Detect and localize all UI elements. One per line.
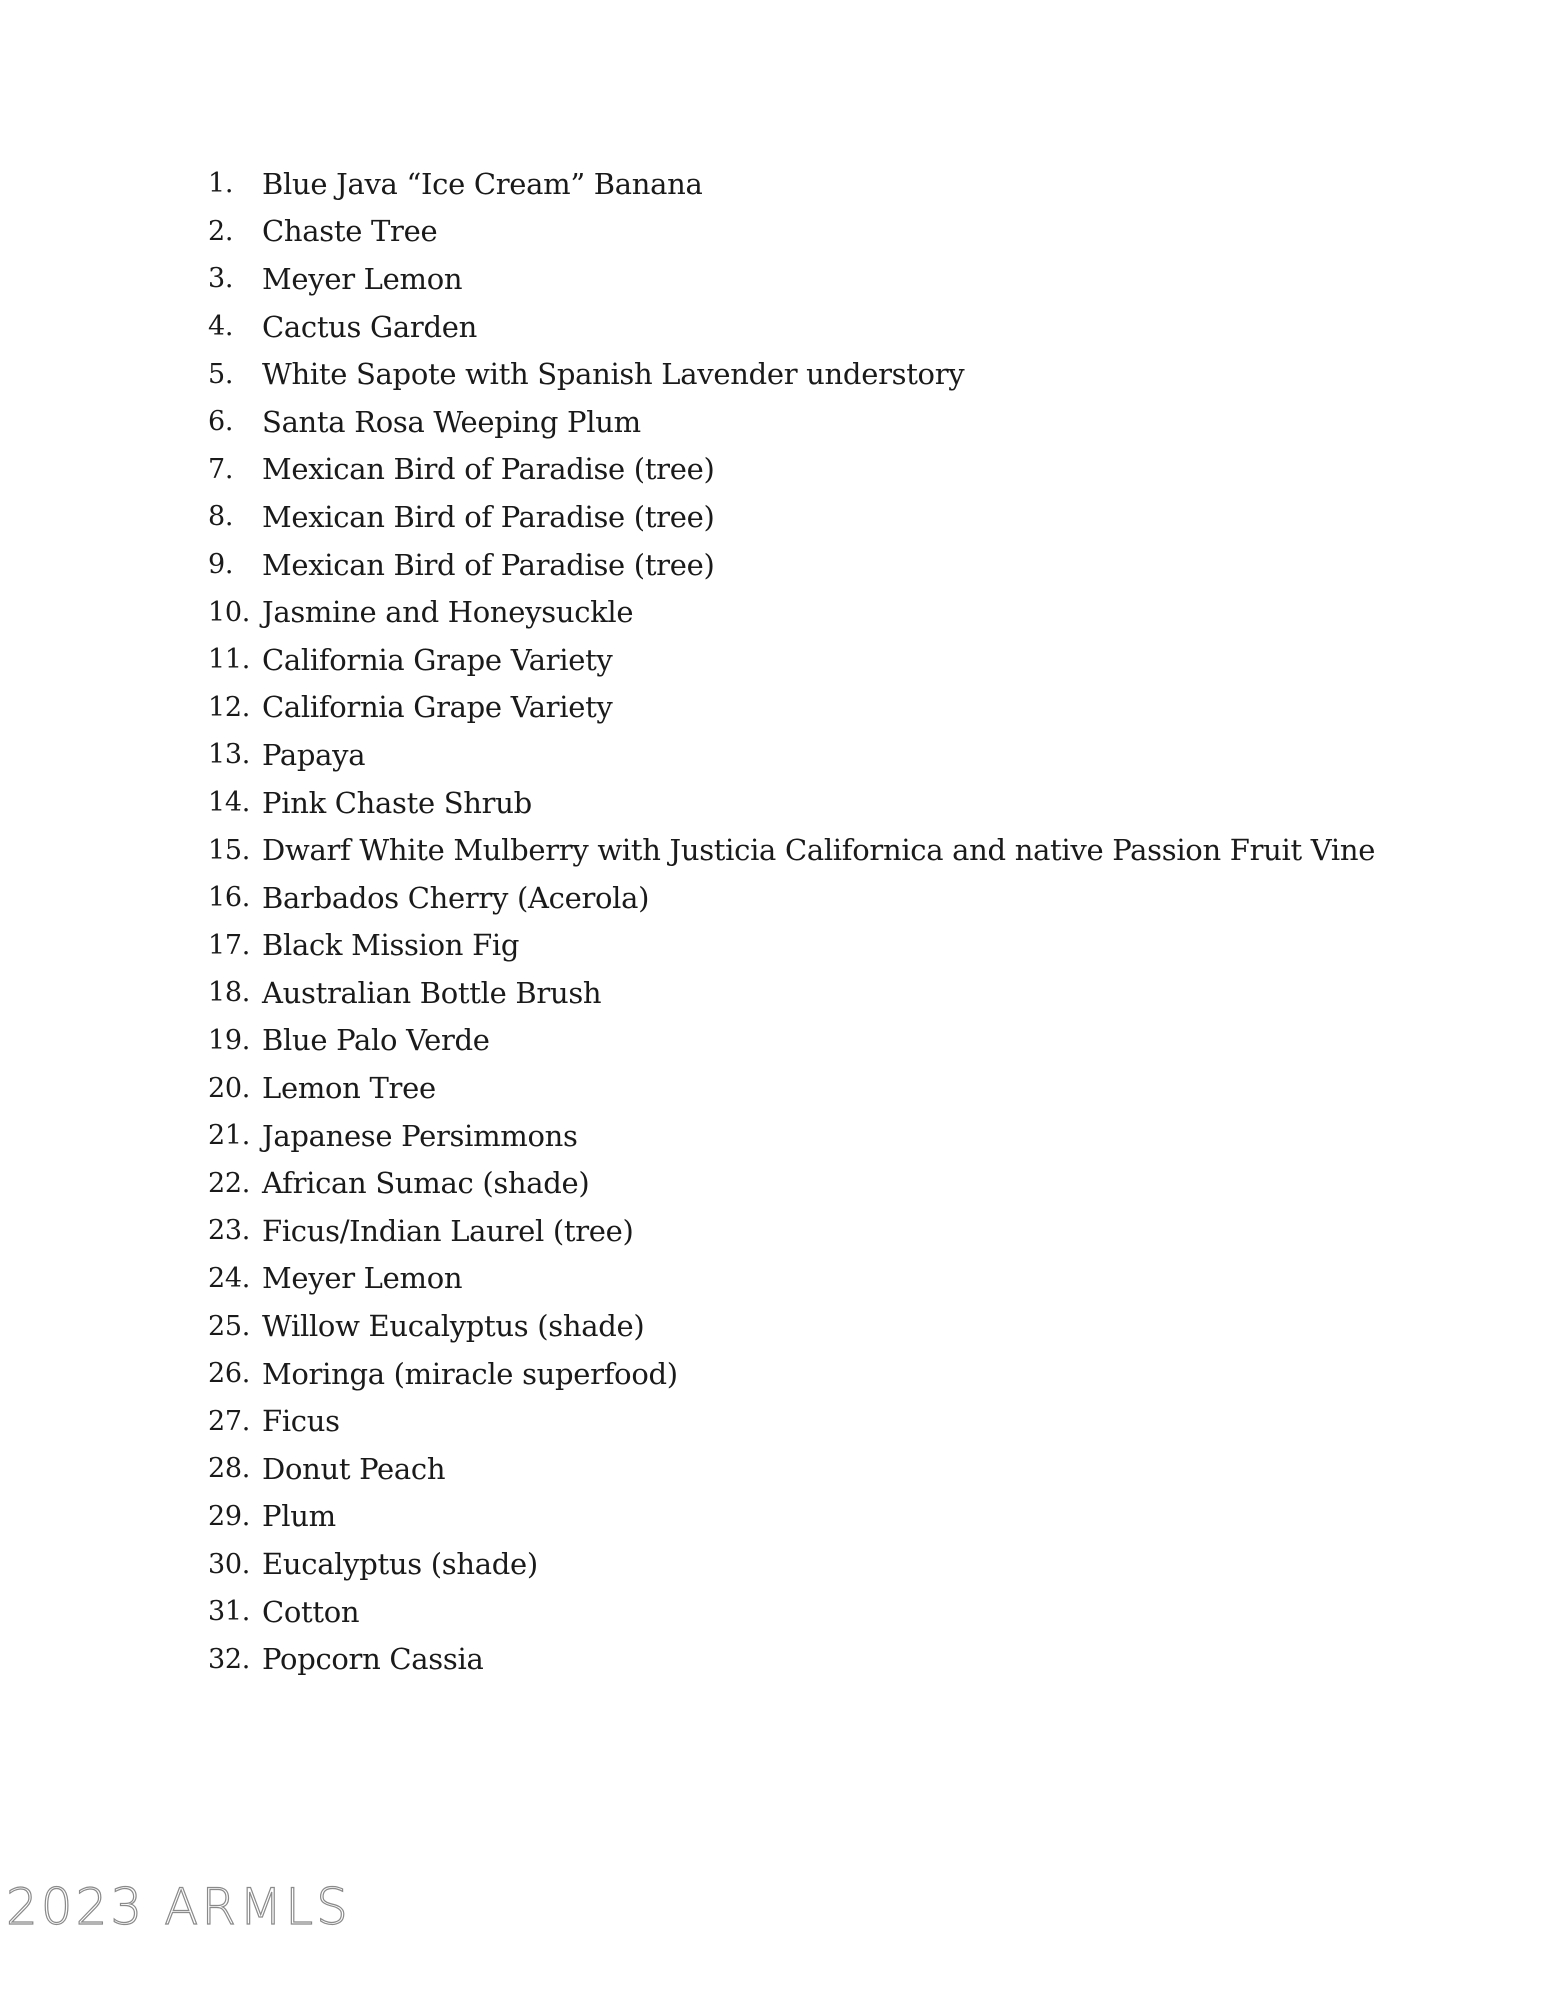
- list-item-name: Ficus: [262, 1404, 340, 1439]
- list-item-name: Mexican Bird of Paradise (tree): [262, 547, 715, 582]
- list-item-number: 26.: [208, 1358, 251, 1390]
- list-item-number: 1.: [208, 168, 234, 200]
- list-item: [208, 303, 1375, 351]
- list-item: [208, 1159, 1375, 1207]
- list-item: [208, 731, 1375, 779]
- list-item-number: 31.: [208, 1596, 251, 1628]
- list-item-number: 13.: [208, 739, 251, 771]
- list-item: [208, 1350, 1375, 1398]
- list-item-name: Eucalyptus (shade): [262, 1547, 538, 1582]
- list-item-name: Popcorn Cassia: [262, 1642, 484, 1677]
- list-item: [208, 684, 1375, 732]
- list-item: [208, 398, 1375, 446]
- list-item: [208, 636, 1375, 684]
- list-item-name: Pink Chaste Shrub: [262, 785, 532, 820]
- list-item-number: 32.: [208, 1643, 251, 1675]
- list-item: [208, 493, 1375, 541]
- list-item-number: 29.: [208, 1500, 251, 1532]
- list-item-number: 24.: [208, 1262, 251, 1294]
- list-item-name: Dwarf White Mulberry with Justicia Californica and native Passion Fruit Vine: [262, 833, 1376, 868]
- list-item: [208, 1635, 1375, 1683]
- watermark: 2023 ARMLS: [6, 1878, 351, 1936]
- list-item-name: Blue Java “Ice Cream” Banana: [262, 166, 703, 201]
- list-item-number: 22.: [208, 1167, 251, 1199]
- list-item-number: 8.: [208, 501, 234, 533]
- list-item: [208, 588, 1375, 636]
- list-item-name: Lemon Tree: [262, 1071, 436, 1106]
- list-item-name: Jasmine and Honeysuckle: [262, 595, 634, 630]
- list-item-number: 5.: [208, 358, 234, 390]
- list-item: [208, 1588, 1375, 1636]
- list-item: [208, 874, 1375, 922]
- list-item-name: Australian Bottle Brush: [262, 975, 602, 1010]
- list-item-number: 15.: [208, 834, 251, 866]
- list-item: [208, 541, 1375, 589]
- list-item-number: 17.: [208, 929, 251, 961]
- list-item-name: Cotton: [262, 1594, 360, 1629]
- list-item-name: Willow Eucalyptus (shade): [262, 1309, 645, 1344]
- list-item: [208, 779, 1375, 827]
- list-item-name: Santa Rosa Weeping Plum: [262, 404, 641, 439]
- list-item-name: Plum: [262, 1499, 336, 1534]
- list-item: [208, 969, 1375, 1017]
- plant-list: [208, 160, 1375, 1683]
- list-item-number: 2.: [208, 215, 234, 247]
- list-item: [208, 350, 1375, 398]
- list-item-name: Japanese Persimmons: [262, 1118, 578, 1153]
- list-item: [208, 1445, 1375, 1493]
- list-item: [208, 1302, 1375, 1350]
- list-item-number: 9.: [208, 549, 234, 581]
- list-item: [208, 1397, 1375, 1445]
- list-item: [208, 446, 1375, 494]
- list-item-name: Black Mission Fig: [262, 928, 520, 963]
- list-item-name: African Sumac (shade): [262, 1166, 590, 1201]
- list-item: [208, 922, 1375, 970]
- list-item-number: 7.: [208, 453, 234, 485]
- list-item-number: 14.: [208, 787, 251, 819]
- list-item-number: 4.: [208, 311, 234, 343]
- list-item-number: 23.: [208, 1215, 251, 1247]
- list-item: [208, 255, 1375, 303]
- list-item-name: White Sapote with Spanish Lavender understory: [262, 357, 965, 392]
- list-item-number: 21.: [208, 1120, 251, 1152]
- list-item-number: 27.: [208, 1405, 251, 1437]
- list-item-name: Papaya: [262, 737, 366, 772]
- list-item: [208, 1064, 1375, 1112]
- list-item-number: 18.: [208, 977, 251, 1009]
- list-item-name: Meyer Lemon: [262, 1261, 463, 1296]
- list-item-name: Blue Palo Verde: [262, 1023, 490, 1058]
- list-item-name: California Grape Variety: [262, 690, 613, 725]
- list-item-name: Moringa (miracle superfood): [262, 1356, 678, 1391]
- list-item-number: 3.: [208, 263, 234, 295]
- list-item-number: 16.: [208, 882, 251, 914]
- list-item-name: Barbados Cherry (Acerola): [262, 880, 650, 915]
- list-item: [208, 1493, 1375, 1541]
- list-item-number: 28.: [208, 1453, 251, 1485]
- list-item: [208, 1207, 1375, 1255]
- list-item-number: 10.: [208, 596, 251, 628]
- list-item-number: 6.: [208, 406, 234, 438]
- list-item: [208, 1112, 1375, 1160]
- list-item: [208, 1540, 1375, 1588]
- list-item: [208, 208, 1375, 256]
- list-item-name: Meyer Lemon: [262, 261, 463, 296]
- list-item-name: Chaste Tree: [262, 214, 438, 249]
- list-item-number: 12.: [208, 691, 251, 723]
- list-item-name: Mexican Bird of Paradise (tree): [262, 452, 715, 487]
- list-item-name: Mexican Bird of Paradise (tree): [262, 499, 715, 534]
- list-item-number: 11.: [208, 644, 251, 676]
- list-item-number: 19.: [208, 1024, 251, 1056]
- list-item-number: 20.: [208, 1072, 251, 1104]
- list-item-name: Cactus Garden: [262, 309, 477, 344]
- list-item: [208, 826, 1375, 874]
- list-item-number: 25.: [208, 1310, 251, 1342]
- list-item: [208, 1017, 1375, 1065]
- list-item-name: Donut Peach: [262, 1451, 446, 1486]
- list-item-name: California Grape Variety: [262, 642, 613, 677]
- list-item-number: 30.: [208, 1548, 251, 1580]
- list-item: [208, 160, 1375, 208]
- list-item: [208, 1255, 1375, 1303]
- list-item-name: Ficus/Indian Laurel (tree): [262, 1213, 634, 1248]
